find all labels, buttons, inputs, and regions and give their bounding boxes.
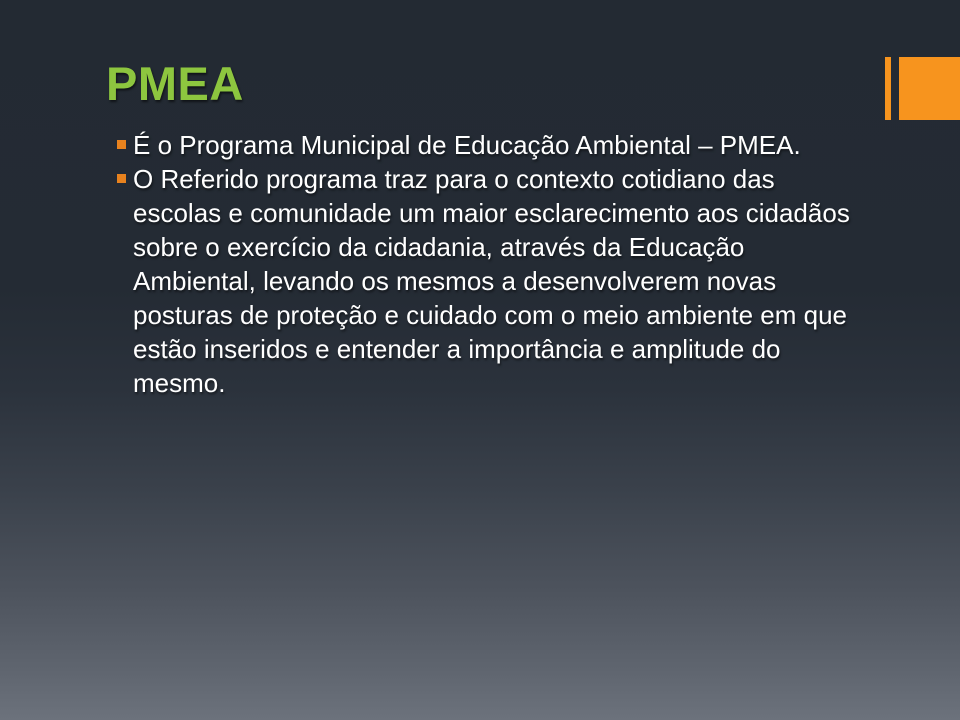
list-item xyxy=(117,128,865,162)
bullet-text: É o Programa Municipal de Educação Ambiental – PMEA. xyxy=(133,130,801,160)
accent-bar-thin xyxy=(885,57,891,120)
bullet-square-icon xyxy=(117,140,126,149)
list-item xyxy=(117,162,865,400)
bullet-text: O Referido programa traz para o contexto cotidiano das escolas e comunidade um maior esclarecimento aos cidadãos sobre o exercício da cidadania, através da Educação Ambiental, levando os mesmos a desenvolverem novas posturas de proteção e cuidado com o meio ambiente em que estão inseridos e entender a importância e amplitude do mesmo. xyxy=(133,164,850,398)
slide-title: PMEA xyxy=(106,57,244,110)
accent-bar-rect xyxy=(899,57,960,120)
bullet-square-icon xyxy=(117,174,126,183)
bullet-list xyxy=(117,128,865,400)
